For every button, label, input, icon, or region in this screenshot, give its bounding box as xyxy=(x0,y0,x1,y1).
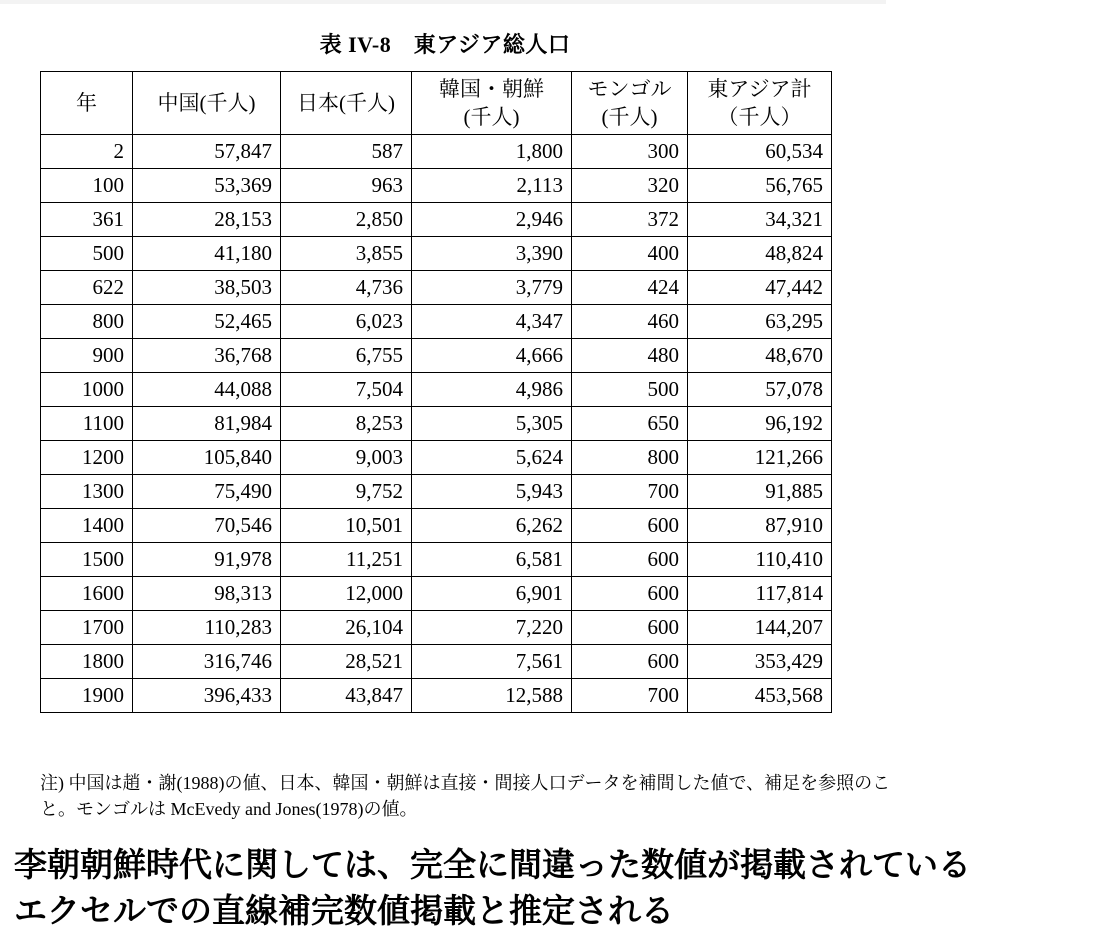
top-divider xyxy=(0,0,886,4)
table-cell-china: 57,847 xyxy=(133,135,281,169)
table-cell-japan: 28,521 xyxy=(281,645,412,679)
table-cell-total: 56,765 xyxy=(688,169,832,203)
table-cell-mongolia: 500 xyxy=(572,373,688,407)
table-cell-mongolia: 650 xyxy=(572,407,688,441)
table-row xyxy=(41,645,832,679)
table-cell-total: 47,442 xyxy=(688,271,832,305)
table-cell-japan: 6,023 xyxy=(281,305,412,339)
table-cell-japan: 587 xyxy=(281,135,412,169)
table-cell-china: 81,984 xyxy=(133,407,281,441)
table-cell-japan: 963 xyxy=(281,169,412,203)
table-row xyxy=(41,169,832,203)
table-cell-total: 63,295 xyxy=(688,305,832,339)
table-row xyxy=(41,543,832,577)
table-cell-year: 622 xyxy=(41,271,133,305)
table-cell-china: 38,503 xyxy=(133,271,281,305)
table-row xyxy=(41,373,832,407)
table-cell-china: 75,490 xyxy=(133,475,281,509)
table-cell-mongolia: 600 xyxy=(572,509,688,543)
table-row xyxy=(41,509,832,543)
table-row xyxy=(41,271,832,305)
table-cell-year: 1600 xyxy=(41,577,133,611)
table-cell-korea: 5,624 xyxy=(412,441,572,475)
column-header-korea: 韓国・朝鮮 (千人) xyxy=(412,72,572,135)
table-cell-japan: 12,000 xyxy=(281,577,412,611)
table-cell-total: 353,429 xyxy=(688,645,832,679)
column-header-mongolia: モンゴル (千人) xyxy=(572,72,688,135)
table-cell-total: 453,568 xyxy=(688,679,832,713)
table-cell-year: 361 xyxy=(41,203,133,237)
table-cell-mongolia: 600 xyxy=(572,543,688,577)
table-cell-mongolia: 400 xyxy=(572,237,688,271)
table-cell-total: 57,078 xyxy=(688,373,832,407)
table-cell-japan: 2,850 xyxy=(281,203,412,237)
table-cell-year: 1200 xyxy=(41,441,133,475)
table-cell-year: 2 xyxy=(41,135,133,169)
table-cell-china: 44,088 xyxy=(133,373,281,407)
table-cell-korea: 6,581 xyxy=(412,543,572,577)
table-cell-china: 110,283 xyxy=(133,611,281,645)
table-row xyxy=(41,203,832,237)
table-cell-total: 60,534 xyxy=(688,135,832,169)
table-cell-total: 96,192 xyxy=(688,407,832,441)
table-row xyxy=(41,441,832,475)
table-cell-mongolia: 600 xyxy=(572,645,688,679)
table-cell-china: 41,180 xyxy=(133,237,281,271)
table-cell-mongolia: 800 xyxy=(572,441,688,475)
table-cell-year: 800 xyxy=(41,305,133,339)
table-cell-year: 500 xyxy=(41,237,133,271)
table-cell-mongolia: 600 xyxy=(572,611,688,645)
table-row xyxy=(41,407,832,441)
table-row xyxy=(41,611,832,645)
table-cell-china: 105,840 xyxy=(133,441,281,475)
note-line-1: 注) 中国は趙・謝(1988)の値、日本、韓国・朝鮮は直接・間接人口データを補間した値で、補足を参照のこ xyxy=(40,773,891,793)
table-row xyxy=(41,679,832,713)
column-header-total: 東アジア計 （千人） xyxy=(688,72,832,135)
column-header-china: 中国(千人) xyxy=(133,72,281,135)
table-cell-korea: 2,113 xyxy=(412,169,572,203)
table-cell-mongolia: 480 xyxy=(572,339,688,373)
table-cell-total: 48,824 xyxy=(688,237,832,271)
table-cell-year: 1100 xyxy=(41,407,133,441)
table-cell-japan: 9,003 xyxy=(281,441,412,475)
table-cell-japan: 43,847 xyxy=(281,679,412,713)
table-cell-mongolia: 460 xyxy=(572,305,688,339)
table-title: 表 IV-8 東アジア総人口 xyxy=(319,32,571,57)
table-cell-korea: 5,943 xyxy=(412,475,572,509)
table-cell-korea: 1,800 xyxy=(412,135,572,169)
table-cell-korea: 6,262 xyxy=(412,509,572,543)
table-cell-korea: 4,666 xyxy=(412,339,572,373)
table-row xyxy=(41,339,832,373)
table-cell-total: 48,670 xyxy=(688,339,832,373)
table-cell-total: 87,910 xyxy=(688,509,832,543)
table-cell-japan: 11,251 xyxy=(281,543,412,577)
comment-line-2: エクセルでの直線補完数値掲載と推定される xyxy=(14,891,674,930)
table-cell-japan: 10,501 xyxy=(281,509,412,543)
overlay-comment xyxy=(14,842,971,934)
table-cell-total: 121,266 xyxy=(688,441,832,475)
table-cell-mongolia: 700 xyxy=(572,475,688,509)
table-row xyxy=(41,237,832,271)
table-cell-year: 1900 xyxy=(41,679,133,713)
table-cell-total: 110,410 xyxy=(688,543,832,577)
table-cell-year: 1400 xyxy=(41,509,133,543)
table-cell-total: 117,814 xyxy=(688,577,832,611)
table-cell-china: 98,313 xyxy=(133,577,281,611)
table-cell-total: 91,885 xyxy=(688,475,832,509)
table-cell-year: 100 xyxy=(41,169,133,203)
table-cell-year: 1500 xyxy=(41,543,133,577)
table-cell-china: 316,746 xyxy=(133,645,281,679)
table-row xyxy=(41,305,832,339)
table-cell-mongolia: 300 xyxy=(572,135,688,169)
table-row xyxy=(41,577,832,611)
table-cell-china: 70,546 xyxy=(133,509,281,543)
table-cell-japan: 8,253 xyxy=(281,407,412,441)
table-cell-total: 144,207 xyxy=(688,611,832,645)
table-cell-year: 1700 xyxy=(41,611,133,645)
table-cell-korea: 3,779 xyxy=(412,271,572,305)
note-line-2: と。モンゴルは McEvedy and Jones(1978)の値。 xyxy=(40,799,418,819)
table-cell-year: 1800 xyxy=(41,645,133,679)
table-cell-korea: 4,986 xyxy=(412,373,572,407)
table-cell-mongolia: 700 xyxy=(572,679,688,713)
table-cell-japan: 9,752 xyxy=(281,475,412,509)
table-cell-year: 900 xyxy=(41,339,133,373)
table-row xyxy=(41,135,832,169)
comment-line-1: 李朝朝鮮時代に関しては、完全に間違った数値が掲載されている xyxy=(14,845,971,884)
table-body xyxy=(41,135,832,713)
table-cell-korea: 7,561 xyxy=(412,645,572,679)
table-cell-mongolia: 320 xyxy=(572,169,688,203)
table-cell-total: 34,321 xyxy=(688,203,832,237)
table-cell-china: 52,465 xyxy=(133,305,281,339)
table-cell-japan: 6,755 xyxy=(281,339,412,373)
table-cell-mongolia: 424 xyxy=(572,271,688,305)
table-cell-korea: 7,220 xyxy=(412,611,572,645)
table-header-row xyxy=(41,72,832,135)
table-cell-year: 1300 xyxy=(41,475,133,509)
table-row xyxy=(41,475,832,509)
table-cell-japan: 26,104 xyxy=(281,611,412,645)
table-cell-korea: 5,305 xyxy=(412,407,572,441)
table-cell-korea: 2,946 xyxy=(412,203,572,237)
table-cell-year: 1000 xyxy=(41,373,133,407)
table-cell-mongolia: 372 xyxy=(572,203,688,237)
table-cell-japan: 3,855 xyxy=(281,237,412,271)
table-cell-mongolia: 600 xyxy=(572,577,688,611)
table-cell-china: 91,978 xyxy=(133,543,281,577)
table-cell-china: 396,433 xyxy=(133,679,281,713)
column-header-year: 年 xyxy=(41,72,133,135)
table-note xyxy=(40,770,1040,822)
table-cell-korea: 12,588 xyxy=(412,679,572,713)
table-cell-japan: 7,504 xyxy=(281,373,412,407)
population-table xyxy=(40,71,832,713)
table-cell-china: 53,369 xyxy=(133,169,281,203)
table-cell-korea: 6,901 xyxy=(412,577,572,611)
column-header-japan: 日本(千人) xyxy=(281,72,412,135)
table-cell-japan: 4,736 xyxy=(281,271,412,305)
table-cell-china: 28,153 xyxy=(133,203,281,237)
table-cell-china: 36,768 xyxy=(133,339,281,373)
table-cell-korea: 3,390 xyxy=(412,237,572,271)
table-cell-korea: 4,347 xyxy=(412,305,572,339)
